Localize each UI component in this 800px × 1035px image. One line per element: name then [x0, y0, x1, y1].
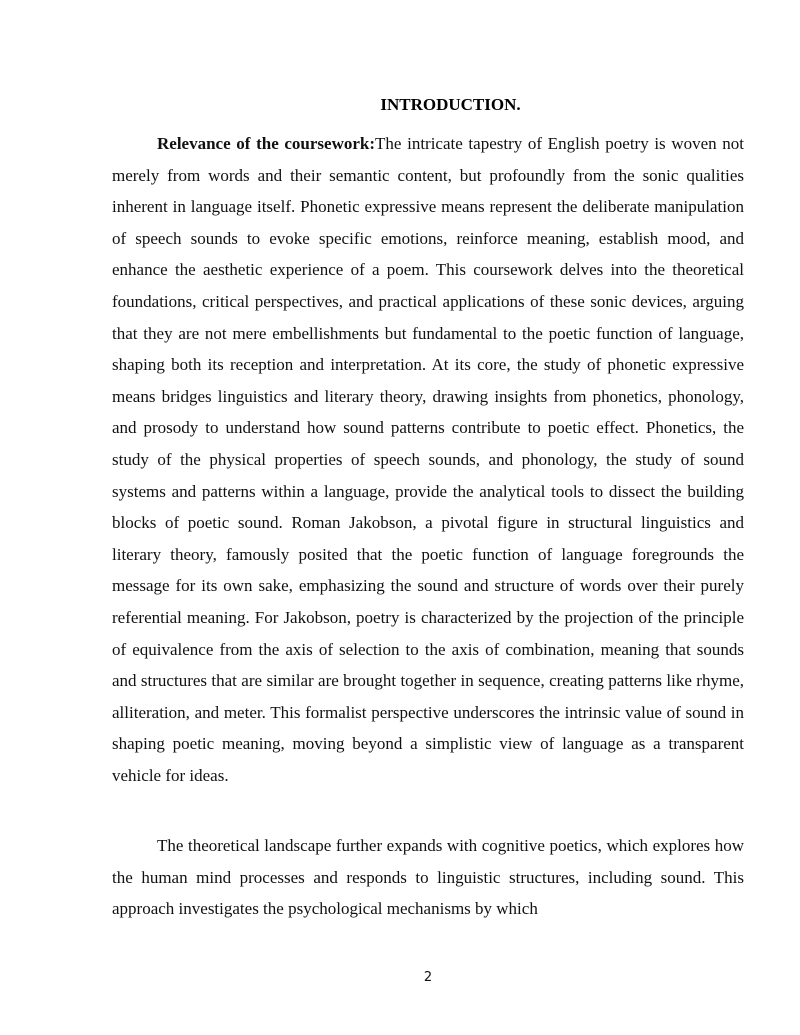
paragraph-lead: Relevance of the coursework:	[157, 134, 376, 153]
page-number: 2	[423, 970, 433, 985]
paragraph-relevance	[112, 128, 744, 791]
paragraph-text: The theoretical landscape further expands with cognitive poetics, which explores how the human mind processes and responds to linguistic structures, including sound. This approach investigates the psychological mechanisms by which	[112, 836, 744, 919]
paragraph-cognitive-poetics	[112, 830, 744, 925]
page-title: INTRODUCTION.	[380, 95, 521, 114]
paragraph-text: The intricate tapestry of English poetry is woven not merely from words and their semantic content, but profoundly from the sonic qualities inherent in language itself. Phonetic expressive means represent the deliberate manipulation of speech sounds to evoke specific emotions, reinforce meaning, establish mood, and enhance the aesthetic experience of a poem. This coursework delves into the theoretical foundations, critical perspectives, and practical applications of these sonic devices, arguing that they are not mere embellishments but fundamental to the poetic function of language, shaping both its reception and interpretation. At its core, the study of phonetic expressive means bridges linguistics and literary theory, drawing insights from phonetics, phonology, and prosody to understand how sound patterns contribute to poetic effect. Phonetics, the study of the physical properties of speech sounds, and phonology, the study of sound systems and patterns within a language, provide the analytical tools to dissect the building blocks of poetic sound. Roman Jakobson, a pivotal figure in structural linguistics and literary theory, famously posited that the poetic function of language foregrounds the message for its own sake, emphasizing the sound and structure of words over their purely referential meaning. For Jakobson, poetry is characterized by the projection of the principle of equivalence from the axis of selection to the axis of combination, meaning that sounds and structures that are similar are brought together in sequence, creating patterns like rhyme, alliteration, and meter. This formalist perspective underscores the intrinsic value of sound in shaping poetic meaning, moving beyond a simplistic view of language as a transparent vehicle for ideas.	[112, 134, 744, 785]
